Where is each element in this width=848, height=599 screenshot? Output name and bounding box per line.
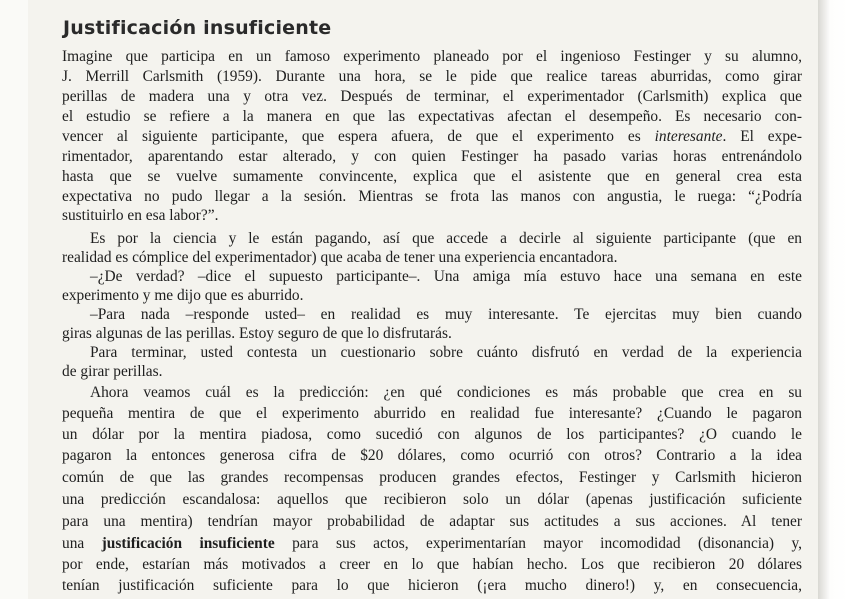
text-segment: el estudio se refiere a la manera en que las expectativas afectan el desempeño. Es necesario con- bbox=[62, 108, 802, 125]
text-segment: vencer al siguiente participante, que espera afuera, de que el experimento es bbox=[62, 128, 655, 145]
text-segment: una predicción escandalosa: aquellos que recibieron solo un dólar (apenas justificación suficiente bbox=[62, 491, 802, 508]
text-segment: sustituirlo en esa labor?”. bbox=[62, 207, 219, 224]
text-segment: para una mentira) tendrían mayor probabilidad de adaptar sus actitudes a sus acciones. Al tener bbox=[62, 513, 802, 530]
text-segment: realidad es cómplice del experimentador) que acaba de tener una experiencia encantadora. bbox=[62, 249, 618, 266]
text-line bbox=[62, 148, 802, 166]
text-segment: Imagine que participa en un famoso experimento planeado por el ingenioso Festinger y su alumno, bbox=[62, 48, 802, 65]
text-segment: . El expe- bbox=[722, 128, 802, 145]
text-segment: Ahora veamos cuál es la predicción: ¿en qué condiciones es más probable que crea en su bbox=[90, 384, 802, 401]
text-line bbox=[90, 306, 802, 324]
text-line bbox=[62, 88, 802, 106]
page-edge-shadow bbox=[818, 0, 848, 599]
text-line bbox=[90, 384, 802, 402]
text-segment: por ende, estarían más motivados a creer en lo que habían hecho. Los que recibieron 20 dólares bbox=[62, 556, 802, 573]
text-segment: pequeña mentira de que el experimento aburrido en realidad fue interesante? ¿Cuando le pagaron bbox=[62, 405, 802, 422]
text-line bbox=[62, 249, 802, 267]
text-segment: giras algunas de las perillas. Estoy seguro de que lo disfrutarás. bbox=[62, 325, 452, 342]
text-segment: Es por la ciencia y le están pagando, así que accede a decirle al siguiente participante (que en bbox=[90, 230, 802, 247]
text-line bbox=[62, 108, 802, 126]
text-segment: una bbox=[62, 535, 102, 552]
text-segment: pagaron la entonces generosa cifra de $20 dólares, como ocurrió con otros? Contrario a la idea bbox=[62, 447, 802, 464]
text-line bbox=[62, 577, 802, 595]
text-segment: hasta que se vuelve sumamente convincente, explica que el asistente que en general crea esta bbox=[62, 168, 802, 185]
text-line bbox=[62, 535, 802, 553]
text-segment: –Para nada –responde usted– en realidad es muy interesante. Te ejercitas muy bien cuando bbox=[90, 306, 802, 323]
key-term: justificación insuficiente bbox=[101, 535, 275, 552]
emphasis-text: interesante bbox=[654, 128, 723, 145]
text-line bbox=[62, 556, 802, 574]
text-line bbox=[62, 405, 802, 423]
text-segment: común de que las grandes recompensas producen grandes efectos, Festinger y Carlsmith hicieron bbox=[62, 469, 802, 486]
text-segment: J. Merrill Carlsmith (1959). Durante una hora, se le pide que realice tareas aburridas, como girar bbox=[62, 68, 802, 85]
text-line bbox=[62, 188, 802, 206]
text-segment: –¿De verdad? –dice el supuesto participante–. Una amiga mía estuvo hace una semana en este bbox=[90, 268, 802, 285]
text-segment: para sus actos, experimentarían mayor incomodidad (disonancia) y, bbox=[274, 535, 802, 552]
text-line bbox=[90, 344, 802, 362]
text-line bbox=[62, 363, 802, 381]
text-line bbox=[62, 48, 802, 66]
text-line bbox=[62, 491, 802, 509]
text-segment: Para terminar, usted contesta un cuestionario sobre cuánto disfrutó en verdad de la experiencia bbox=[90, 344, 802, 361]
text-line bbox=[62, 207, 802, 225]
text-segment: perillas de madera una y otra vez. Después de terminar, el experimentador (Carlsmith) explica que bbox=[62, 88, 802, 105]
text-line bbox=[62, 168, 802, 186]
text-line bbox=[90, 230, 802, 248]
text-segment: tenían justificación suficiente para lo que hicieron (¡era mucho dinero!) y, en consecuencia, bbox=[62, 577, 802, 594]
text-line bbox=[62, 426, 802, 444]
text-line bbox=[62, 287, 802, 305]
text-segment: expectativa no pudo llegar a la sesión. Mientras se frota las manos con angustia, le ruega: “¿Podría bbox=[62, 188, 802, 205]
text-line bbox=[62, 469, 802, 487]
text-line bbox=[62, 68, 802, 86]
text-line bbox=[62, 513, 802, 531]
text-segment: experimento y me dijo que es aburrido. bbox=[62, 287, 304, 304]
text-line bbox=[62, 447, 802, 465]
text-segment: un dólar por la mentira piadosa, como sucedió con algunos de los participantes? ¿O cuando le bbox=[62, 426, 802, 443]
section-title: Justificación insuficiente bbox=[63, 17, 332, 39]
text-line bbox=[62, 325, 802, 343]
text-segment: de girar perillas. bbox=[62, 363, 163, 380]
text-line bbox=[90, 268, 802, 286]
text-line bbox=[62, 128, 802, 146]
text-segment: rimentador, aparentando estar alterado, y con quien Festinger ha pasado varias horas entrenándolo bbox=[62, 148, 802, 165]
